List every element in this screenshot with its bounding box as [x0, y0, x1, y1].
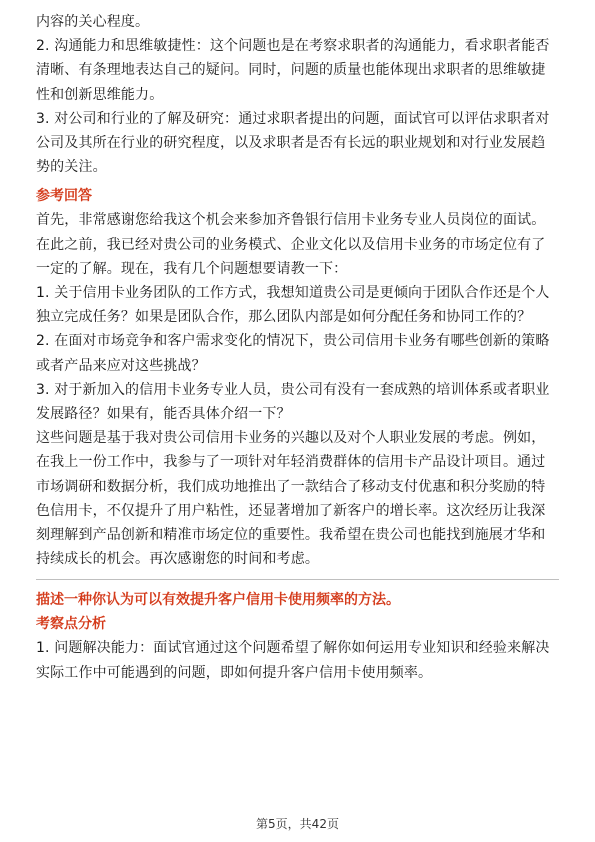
text-line: 持续成长的机会。再次感谢您的时间和考虑。 [36, 551, 319, 568]
text-line: 在我上一份工作中，我参与了一项针对年轻消费群体的信用卡产品设计项目。通过 [36, 454, 546, 471]
text-line: 这些问题是基于我对贵公司信用卡业务的兴趣以及对个人职业发展的考虑。例如， [36, 430, 546, 447]
analysis-heading: 考察点分析 [36, 616, 106, 633]
question-title: 描述一种你认为可以有效提升客户信用卡使用频率的方法。 [36, 592, 400, 609]
page-number: 第5页，共42页 [256, 817, 339, 831]
text-line: 3. 对公司和行业的了解及研究：通过求职者提出的问题，面试官可以评估求职者对 [36, 110, 550, 127]
text-line: 清晰、有条理地表达自己的疑问。同时，问题的质量也能体现出求职者的思维敏捷 [36, 62, 546, 79]
answer-section [36, 208, 559, 571]
text-line: 2. 在面对市场竞争和客户需求变化的情况下，贵公司信用卡业务有哪些创新的策略 [36, 333, 550, 350]
text-line: 性和创新思维能力。 [36, 86, 164, 103]
text-line: 3. 对于新加入的信用卡业务专业人员，贵公司有没有一套成熟的培训体系或者职业 [36, 381, 550, 398]
text-line: 实际工作中可能遇到的问题，即如何提升客户信用卡使用频率。 [36, 664, 433, 681]
text-line: 公司及其所在行业的研究程度，以及求职者是否有长远的职业规划和对行业发展趋 [36, 135, 546, 152]
text-line: 一定的了解。现在，我有几个问题想要请教一下： [36, 260, 348, 277]
text-line: 内容的关心程度。 [36, 14, 150, 30]
text-line: 2. 沟通能力和思维敏捷性：这个问题也是在考察求职者的沟通能力，看求职者能否 [36, 38, 550, 55]
text-line: 首先，非常感谢您给我这个机会来参加齐鲁银行信用卡业务专业人员岗位的面试。 [36, 212, 546, 229]
text-line: 刻理解到产品创新和精准市场定位的重要性。我希望在贵公司也能找到施展才华和 [36, 527, 546, 544]
reference-answer-heading: 参考回答 [36, 188, 92, 205]
text-line: 1. 关于信用卡业务团队的工作方式，我想知道贵公司是更倾向于团队合作还是个人 [36, 285, 550, 302]
text-line: 在此之前，我已经对贵公司的业务模式、企业文化以及信用卡业务的市场定位有了 [36, 236, 546, 253]
text-line: 市场调研和数据分析，我们成功地推出了一款结合了移动支付优惠和积分奖励的特 [36, 478, 546, 495]
analysis-section [36, 636, 559, 684]
text-line: 色信用卡，不仅提升了用户粘性，还显著增加了新客户的增长率。这次经历让我深 [36, 502, 546, 519]
text-line: 发展路径？如果有，能否具体介绍一下？ [36, 406, 291, 423]
text-line: 1. 问题解决能力：面试官通过这个问题希望了解你如何运用专业知识和经验来解决 [36, 640, 550, 657]
text-line: 独立完成任务？如果是团队合作，那么团队内部是如何分配任务和协同工作的？ [36, 309, 532, 326]
text-line: 或者产品来应对这些挑战？ [36, 357, 206, 374]
section-divider [36, 579, 559, 580]
text-line: 势的关注。 [36, 159, 107, 176]
intro-section [36, 10, 559, 179]
document-page [36, 10, 559, 685]
